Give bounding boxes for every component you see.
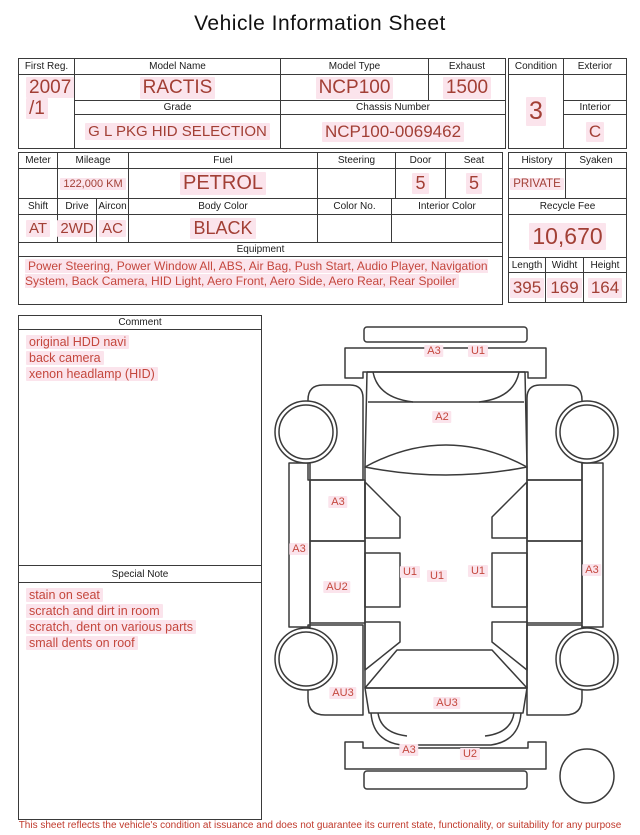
comment-line: back camera	[26, 351, 104, 365]
grade-label: Grade	[74, 100, 281, 115]
car-damage-diagram	[265, 312, 640, 812]
damage-code-label: A2	[432, 411, 451, 423]
seat-text: 5	[466, 173, 482, 194]
chassis-number-text: NCP100-0069462	[322, 122, 464, 142]
damage-code-label: A3	[289, 543, 308, 555]
model-name-value	[74, 74, 281, 101]
equipment-label: Equipment	[18, 242, 503, 257]
grade-value	[74, 114, 281, 149]
length-label: Length	[508, 257, 546, 273]
condition-value	[508, 74, 564, 149]
drive-value	[57, 214, 97, 243]
special-note-header: Special Note	[18, 565, 262, 583]
steering-value	[317, 168, 396, 199]
interior-value	[563, 114, 627, 149]
model-name-text: RACTIS	[140, 77, 216, 99]
page-title: Vehicle Information Sheet	[194, 12, 446, 35]
model-name-label: Model Name	[74, 58, 281, 75]
history-text: PRIVATE	[510, 178, 564, 190]
condition-text: 3	[526, 97, 546, 126]
history-label: History	[508, 152, 566, 169]
interior-text: C	[586, 122, 604, 142]
model-type-label: Model Type	[280, 58, 429, 75]
syaken-value	[565, 168, 627, 199]
interior-label: Interior	[563, 100, 627, 115]
damage-code-label: A3	[328, 496, 347, 508]
height-text: 164	[588, 278, 622, 298]
damage-code-label: U2	[460, 748, 480, 760]
drive-text: 2WD	[57, 220, 96, 237]
length-text: 395	[510, 278, 544, 298]
chassis-number-value	[280, 114, 506, 149]
exterior-value	[563, 74, 627, 101]
diagram-labels	[265, 312, 640, 812]
special-note-line: scratch and dirt in room	[26, 604, 163, 618]
door-text: 5	[412, 173, 428, 194]
special-note-line: stain on seat	[26, 588, 103, 602]
exterior-label: Exterior	[563, 58, 627, 75]
exhaust-label: Exhaust	[428, 58, 506, 75]
width-value	[545, 272, 584, 303]
first-reg-label: First Reg.	[18, 58, 75, 75]
first-reg-year: 2007	[26, 77, 74, 98]
equipment-text: Power Steering, Power Window All, ABS, Air Bag, Push Start, Audio Player, Navigation System, Back Camera, HID Light, Aero Front, Aero Side, Aero Rear, Rear Spoiler	[25, 259, 488, 288]
mileage-label: Mileage	[57, 152, 129, 169]
exhaust-value	[428, 74, 506, 101]
damage-code-label: AU2	[323, 581, 350, 593]
shift-value	[18, 214, 58, 243]
aircon-value	[96, 214, 129, 243]
mileage-value	[57, 168, 129, 199]
syaken-label: Syaken	[565, 152, 627, 169]
height-value	[583, 272, 627, 303]
fuel-label: Fuel	[128, 152, 318, 169]
special-note-body	[18, 582, 262, 820]
steering-label: Steering	[317, 152, 396, 169]
first-reg-value	[18, 74, 75, 149]
fuel-text: PETROL	[180, 172, 266, 195]
comment-header: Comment	[18, 315, 262, 330]
damage-code-label: AU3	[329, 687, 356, 699]
height-label: Height	[583, 257, 627, 273]
color-no-label: Color No.	[317, 198, 392, 215]
shift-label: Shift	[18, 198, 58, 215]
door-value	[395, 168, 446, 199]
interior-color-label: Interior Color	[391, 198, 503, 215]
seat-value	[445, 168, 503, 199]
comment-line: xenon headlamp (HID)	[26, 367, 158, 381]
special-note-line: scratch, dent on various parts	[26, 620, 196, 634]
meter-value	[18, 168, 58, 199]
model-type-text: NCP100	[316, 77, 394, 99]
body-color-value	[128, 214, 318, 243]
damage-code-label: U1	[468, 565, 488, 577]
fuel-value	[128, 168, 318, 199]
exhaust-text: 1500	[443, 77, 491, 99]
recycle-fee-text: 10,670	[529, 223, 605, 250]
comment-line: original HDD navi	[26, 335, 129, 349]
door-label: Door	[395, 152, 446, 169]
width-text: 169	[547, 278, 581, 298]
history-value	[508, 168, 566, 199]
drive-label: Drive	[57, 198, 97, 215]
damage-code-label: U1	[468, 345, 488, 357]
body-color-label: Body Color	[128, 198, 318, 215]
body-color-text: BLACK	[190, 218, 255, 239]
damage-code-label: U1	[400, 566, 420, 578]
aircon-text: AC	[99, 220, 126, 237]
comment-body	[18, 329, 262, 566]
model-type-value	[280, 74, 429, 101]
meter-label: Meter	[18, 152, 58, 169]
damage-code-label: A3	[424, 345, 443, 357]
special-note-line: small dents on roof	[26, 636, 138, 650]
mileage-text: 122,000 KM	[60, 178, 125, 190]
interior-color-value	[391, 214, 503, 243]
condition-label: Condition	[508, 58, 564, 75]
shift-text: AT	[26, 220, 50, 237]
equipment-value	[18, 256, 503, 305]
aircon-label: Aircon	[96, 198, 129, 215]
disclaimer-text: This sheet reflects the vehicle's condition at issuance and does not guarantee its current state, functionality, or suitability for any purpose	[18, 820, 622, 831]
grade-text: G L PKG HID SELECTION	[85, 123, 270, 140]
seat-label: Seat	[445, 152, 503, 169]
length-value	[508, 272, 546, 303]
chassis-number-label: Chassis Number	[280, 100, 506, 115]
damage-code-label: A3	[582, 564, 601, 576]
width-label: Widht	[545, 257, 584, 273]
color-no-value	[317, 214, 392, 243]
recycle-fee-value	[508, 214, 627, 258]
recycle-fee-label: Recycle Fee	[508, 198, 627, 215]
damage-code-label: AU3	[433, 697, 460, 709]
damage-code-label: A3	[399, 744, 418, 756]
damage-code-label: U1	[427, 570, 447, 582]
first-reg-month: /1	[26, 98, 48, 119]
